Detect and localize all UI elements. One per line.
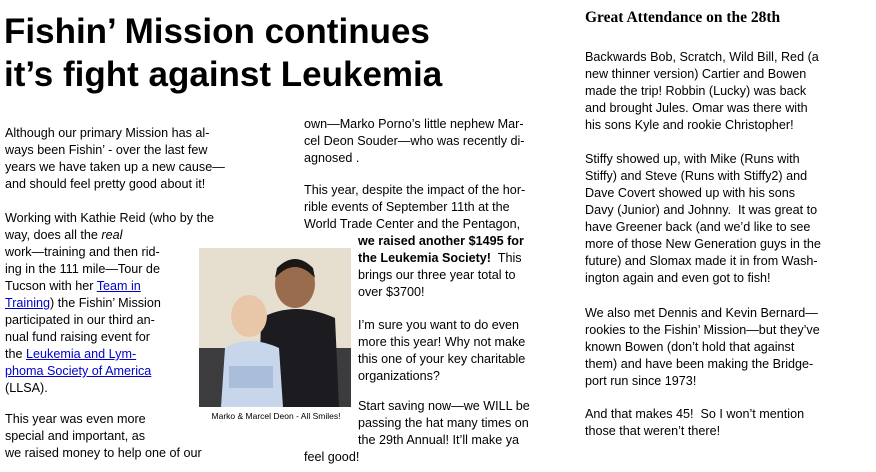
sidebar-paragraph-1: Backwards Bob, Scratch, Wild Bill, Red (a new thinner version) Cartier and Bowen made the trip! Robbin (Lucky) was back and brought Jules. Omar was there with his sons Kyle and rookie Christopher! xyxy=(585,50,819,132)
col2-paragraph-1: own—Marko Porno’s little nephew Mar- cel Deon Souder—who was recently di- agnosed . xyxy=(304,117,525,165)
photo-marko-and-marcel xyxy=(199,248,351,407)
sidebar-title: Great Attendance on the 28th xyxy=(585,9,781,26)
col1-paragraph-3: This year was even more special and important, as we raised money to help one of our xyxy=(5,412,202,460)
sidebar-paragraph-2: Stiffy showed up, with Mike (Runs with Stiffy) and Steve (Runs with Stiffy2) and Dave Covert showed up with his sons Davy (Junior) and Johnny. It was great to have Greener back (and we’d like to see more of those New Generation guys in the future) and Slomax made it in from Wash- ington again and even got to fish! xyxy=(585,152,821,285)
sidebar-paragraph-4: And that makes 45! So I won’t mention those that weren’t there! xyxy=(585,407,805,438)
col2-paragraph-2: This year, despite the impact of the hor- rible events of September 11th at the World Trade Center and the Pentagon, xyxy=(304,183,526,231)
headline xyxy=(4,10,564,96)
photo-illustration xyxy=(199,248,351,407)
col1-paragraph-1: Although our primary Mission has al- ways been Fishin’ - over the last few years we have taken up a new cause— and should feel pretty good about it! xyxy=(5,126,225,191)
headline-line-2: it’s fight against Leukemia xyxy=(4,55,443,94)
col2-paragraph-3: I’m sure you want to do even more this year! Why not make this one of your key charitable organizations? xyxy=(358,318,526,383)
col2-paragraph-2-continued: we raised another $1495 for the Leukemia Society! This brings our three year total to over $3700! xyxy=(358,234,524,299)
article-column-1 xyxy=(5,125,275,193)
photo-caption: Marko & Marcel Deon - All Smiles! xyxy=(211,411,341,421)
llsa-link[interactable]: Leukemia and Lym- phoma Society of America xyxy=(5,347,152,378)
col2-last-line: feel good! xyxy=(304,450,360,464)
sidebar-paragraph-3: We also met Dennis and Kevin Bernard— rookies to the Fishin’ Mission—but they’ve known Bowen (don’t hold that against them) and have been making the Bridge- port run since 1973! xyxy=(585,306,820,388)
fundraising-highlight-2: the Leukemia Society! xyxy=(358,251,491,265)
headline-line-1: Fishin’ Mission continues xyxy=(4,12,430,51)
sidebar-column xyxy=(585,49,867,134)
article-column-2 xyxy=(304,116,566,167)
fundraising-highlight-1: we raised another $1495 for xyxy=(358,234,524,248)
emphasis-real: real xyxy=(101,228,123,242)
col2-paragraph-4: Start saving now—we WILL be passing the hat many times on the 29th Annual! It’ll make ya xyxy=(358,399,530,447)
team-in-training-link[interactable]: Team in Training xyxy=(5,279,141,310)
col1-paragraph-2: Working with Kathie Reid (who by the way, does all the real work—training and then rid- ing in the 111 mile—Tour de Tucson with her Team in Training) the Fishin’ Mission participated in our third an- nual fund raising event for the Leukemia and Lym- phoma Society of America (LLSA). xyxy=(5,211,215,395)
